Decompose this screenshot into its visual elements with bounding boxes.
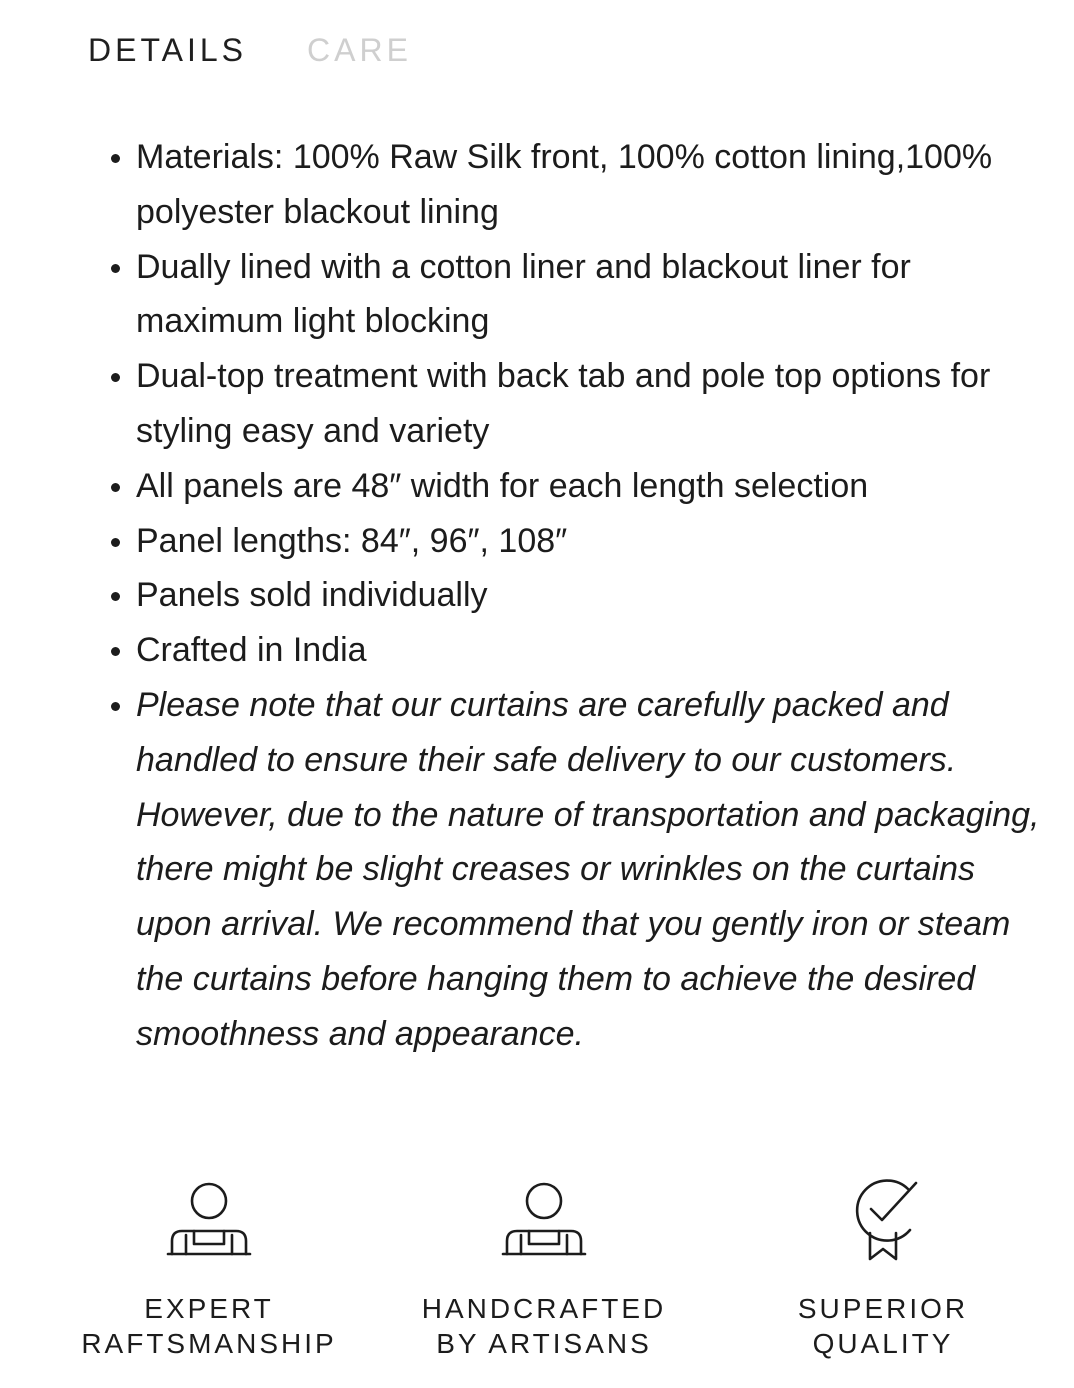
quality-badge-icon xyxy=(838,1175,928,1267)
detail-item-sold-individually: Panels sold individually xyxy=(136,568,1040,623)
feature-handcrafted xyxy=(394,1175,694,1361)
detail-item-origin: Crafted in India xyxy=(136,623,1040,678)
feature-superior-quality xyxy=(733,1175,1033,1361)
detail-item-panel-width: All panels are 48″ width for each length selection xyxy=(136,459,1040,514)
tab-care[interactable]: CARE xyxy=(307,32,412,68)
detail-item-panel-lengths: Panel lengths: 84″, 96″, 108″ xyxy=(136,514,1040,569)
detail-item-care-note: Please note that our curtains are carefully packed and handled to ensure their safe delivery to our customers. However, due to the nature of transportation and packaging, there might be slight creases or wrinkles on the curtains upon arrival. We recommend that you gently iron or steam the curtains before hanging them to achieve the desired smoothness and appearance. xyxy=(136,678,1040,1062)
details-list xyxy=(0,130,1040,1062)
feature-label: SUPERIOR QUALITY xyxy=(797,1293,969,1359)
feature-label: HANDCRAFTED BY ARTISANS xyxy=(421,1293,667,1359)
craftsman-icon xyxy=(164,1175,254,1267)
detail-item-top-treatment: Dual-top treatment with back tab and pole top options for styling easy and variety xyxy=(136,349,1040,459)
feature-label: EXPERT RAFTSMANSHIP xyxy=(81,1293,337,1359)
detail-item-materials: Materials: 100% Raw Silk front, 100% cotton lining,100% polyester blackout lining xyxy=(136,130,1040,240)
detail-item-lining: Dually lined with a cotton liner and blackout liner for maximum light blocking xyxy=(136,240,1040,350)
product-info-tabs xyxy=(88,30,412,70)
feature-expert-craftsmanship xyxy=(59,1175,359,1361)
feature-badges xyxy=(0,1175,1074,1375)
tab-details[interactable]: DETAILS xyxy=(88,32,247,68)
artisan-icon xyxy=(499,1175,589,1267)
